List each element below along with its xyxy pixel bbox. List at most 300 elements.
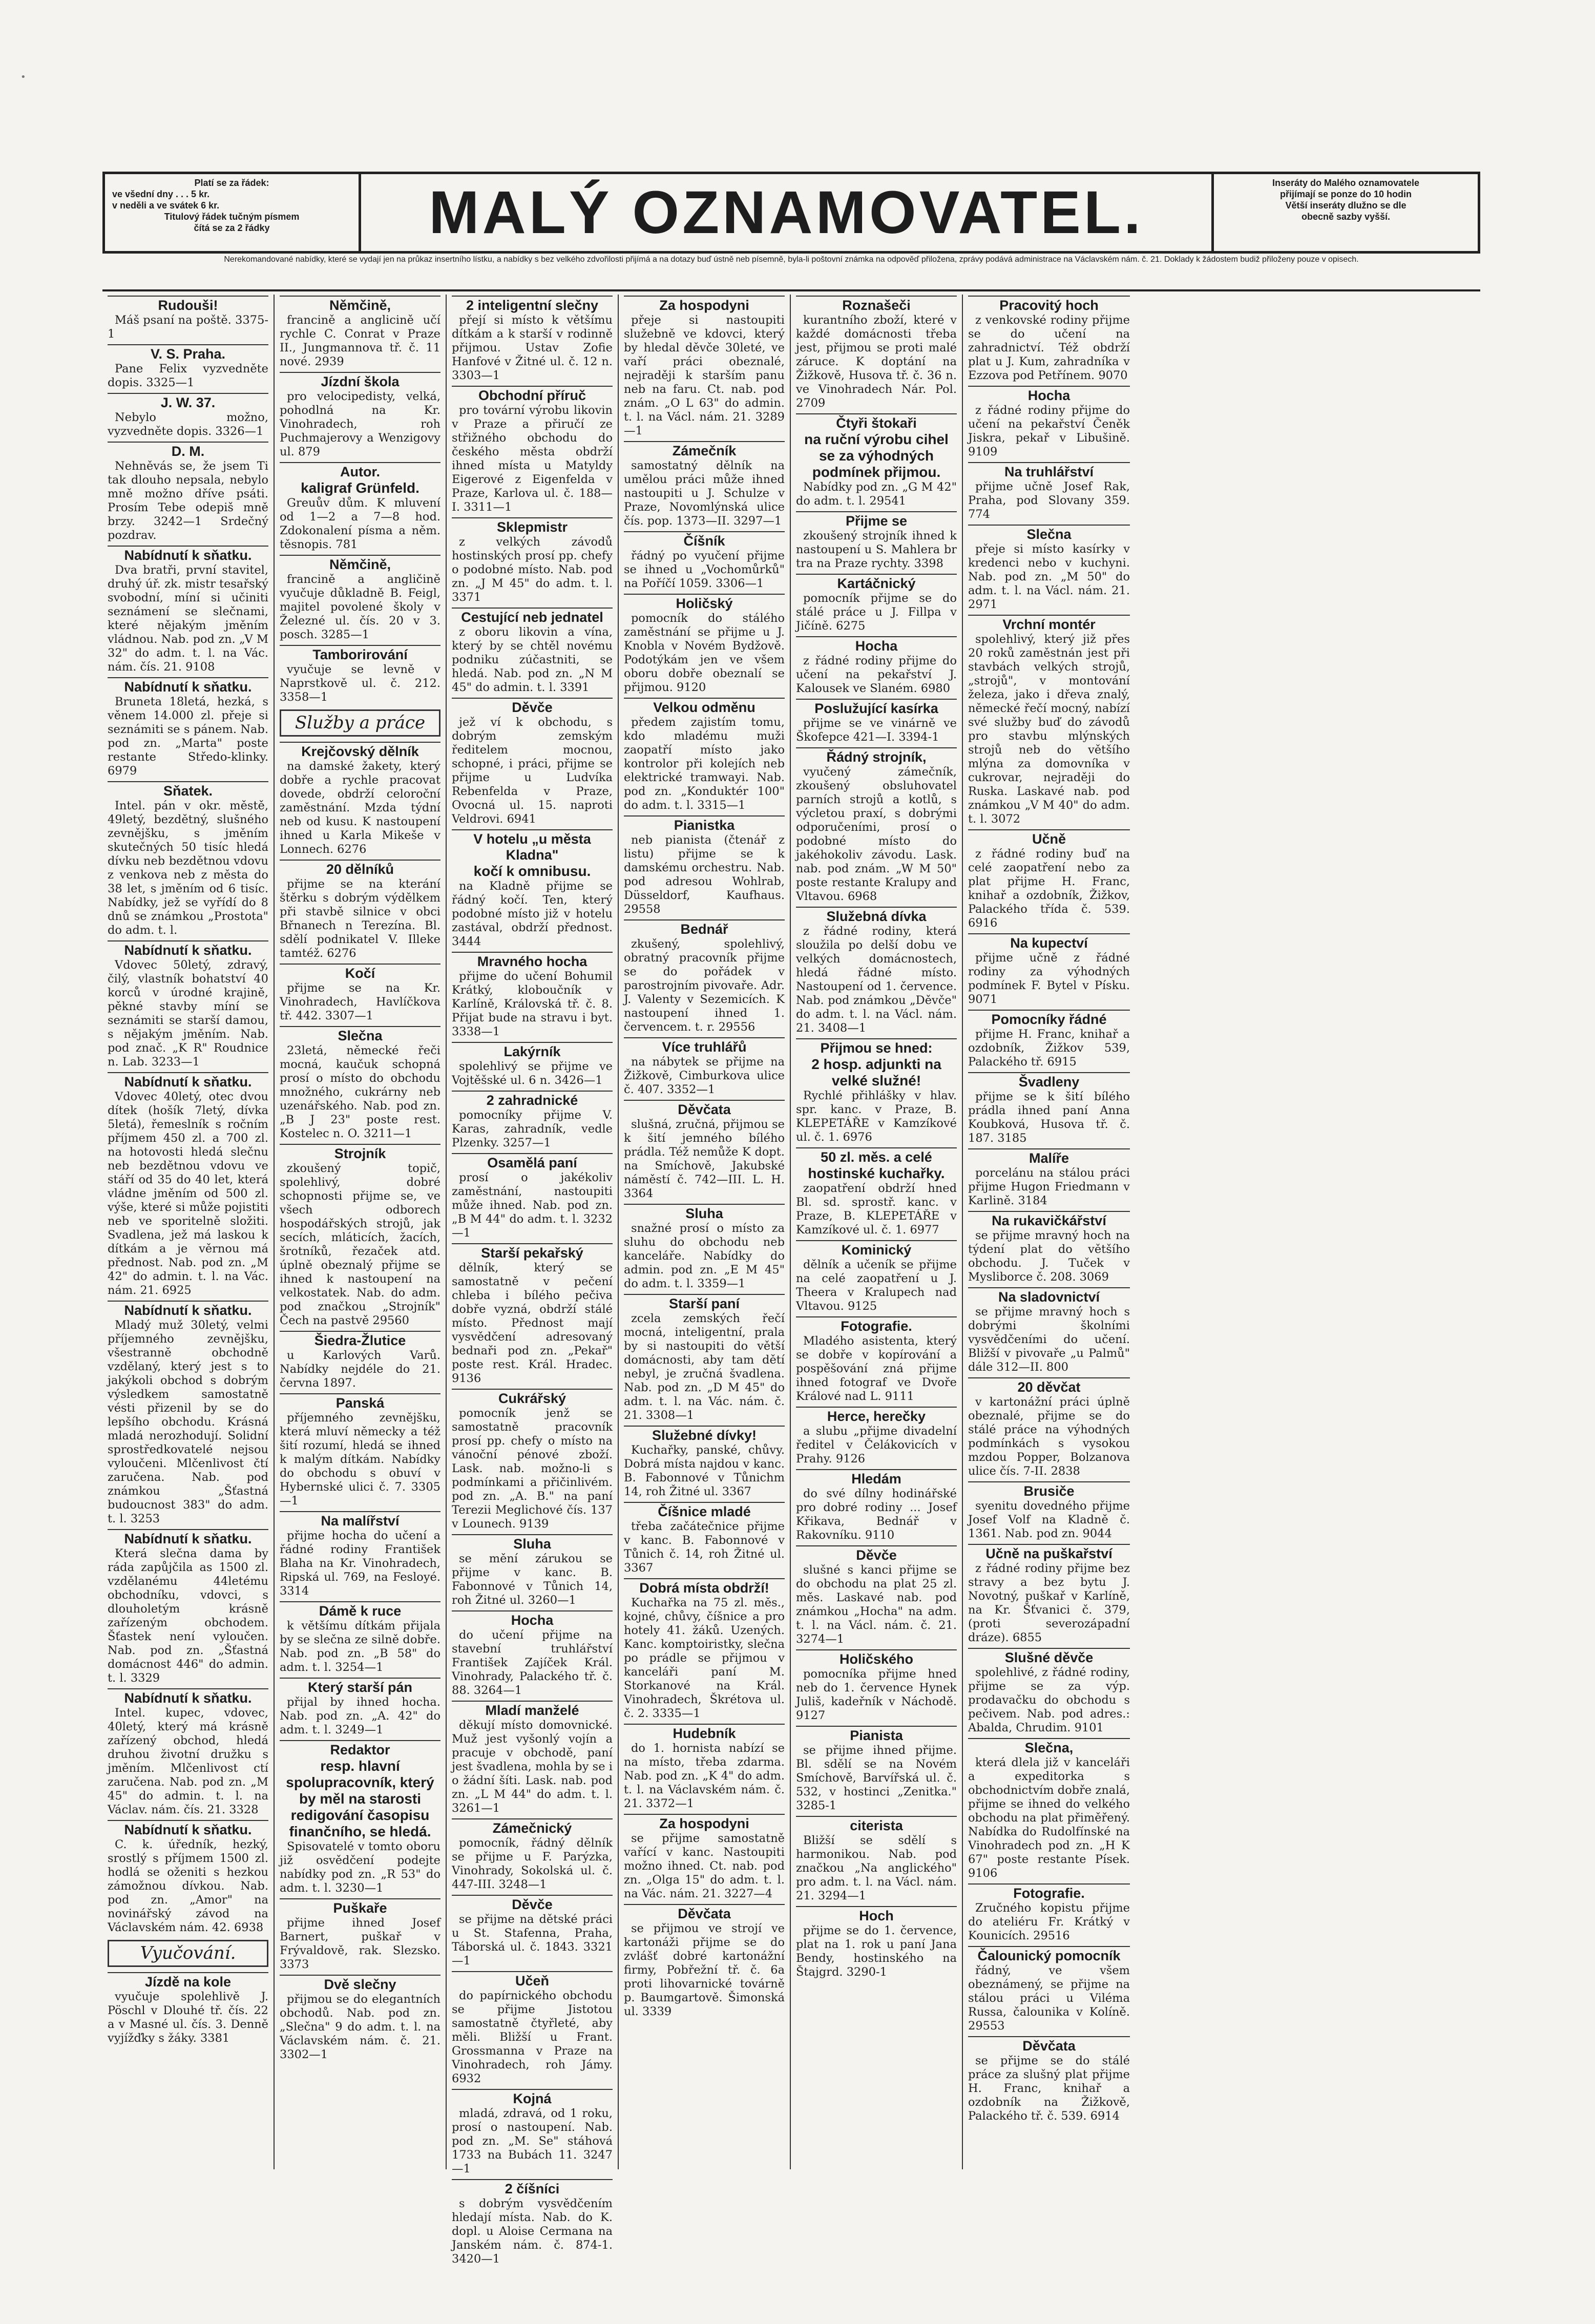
ad-heading: Panská — [280, 1393, 440, 1411]
classified-ad — [796, 1316, 957, 1404]
ad-body: k většímu dítkám přijala by se slečna ze silně dobře. Nab. pod zn. „B 58" do adm. t. l. 3254—1 — [280, 1619, 440, 1674]
ad-heading: Dobrá místa obdrží! — [624, 1578, 785, 1596]
classified-ad — [452, 952, 613, 1039]
ad-body: přijme se ve vinárně ve Škofepce 421—I. 3394-1 — [796, 717, 957, 744]
ad-heading: Číšník — [624, 531, 785, 549]
classified-ad — [624, 1724, 785, 1811]
ad-body: řádný, ve všem obeznámený, se přijme na stálou práci u Viléma Russa, čalounika v Kolíně. 29553 — [968, 1964, 1130, 2033]
ad-heading: Hocha — [452, 1610, 613, 1628]
ad-heading: D. M. — [108, 442, 268, 459]
ad-body: se přijmou ve strojí ve kartonáži přijme se do zvlášť dobré kartonážní firmy, Pobřežní tř. č. 6a proti lihovarnické továrně p. Baumgartově. Šimonská ul. 3339 — [624, 1922, 785, 2018]
ad-body: pro velocipedisty, velká, pohodlná na Kr. Vinohradech, roh Puchmajerovy a Wenzigovy ul. 879 — [280, 390, 440, 458]
ad-heading: Více truhlářů — [624, 1037, 785, 1055]
classified-ad — [796, 1469, 957, 1542]
masthead — [102, 172, 1480, 254]
classified-ad — [108, 781, 268, 937]
ad-body: spolehlivý se přijme ve Vojtěšské ul. 6 n. 3426—1 — [452, 1060, 613, 1087]
ad-body: francině a anglicině učí rychle C. Conrat v Praze II., Jungmannova tř. č. 11 nové. 2939 — [280, 313, 440, 368]
ad-heading: Hoch — [796, 1906, 957, 1924]
ad-body: porcelánu na stálou práci přijme Hugon Friedmann v Karlině. 3184 — [968, 1166, 1130, 1207]
classified-ad — [280, 860, 440, 960]
classified-ad — [968, 1481, 1130, 1541]
ad-heading: Kojná — [452, 2089, 613, 2107]
classified-ad — [624, 1426, 785, 1499]
rates-box — [102, 172, 359, 254]
ad-body: Pane Felix vyzvedněte dopis. 3325—1 — [108, 362, 268, 389]
ad-body: přeje si místo kasírky v kredenci nebo v kuchyni. Nab. pod zn. „M 50" do adm. t. l. na Václ. nám. 21. 2971 — [968, 542, 1130, 611]
classified-ad — [796, 296, 957, 410]
classified-ad — [624, 531, 785, 591]
ad-heading: Kominický — [796, 1240, 957, 1258]
ad-heading: Osamělá paní — [452, 1153, 613, 1171]
classified-ad — [108, 1301, 268, 1526]
classified-ad — [280, 1678, 440, 1737]
ad-body: z řádné rodiny, která sloužila po delší dobu ve velkých domácnostech, hledá řádné místo. Nastoupení od 1. července. Nab. pod známkou „Děvče" do adm. t. l. na Václ. nám. 21. 3408—1 — [796, 925, 957, 1035]
ad-heading: J. W. 37. — [108, 393, 268, 411]
classified-ad — [968, 296, 1130, 383]
classified-ad — [280, 645, 440, 704]
ad-heading: Sklepmistr — [452, 517, 613, 535]
ad-body: pomocníky přijme V. Karas, zahradník, vedle Plzenky. 3257—1 — [452, 1108, 613, 1149]
ad-heading: Cukrářský — [452, 1389, 613, 1407]
ad-body: na Kladně přijme se řádný kočí. Ten, který podobné místo již v hotelu zastával, obdrží přednost. 3444 — [452, 880, 613, 948]
ad-heading: Učně — [968, 829, 1130, 847]
ad-heading: Zámečník — [624, 441, 785, 459]
ad-heading: 50 zl. měs. a celé — [796, 1147, 957, 1165]
ad-heading: Cestující neb jednatel — [452, 608, 613, 625]
ad-heading: Služebná dívka — [796, 907, 957, 925]
ad-heading: Vrchní montér — [968, 615, 1130, 633]
ad-heading: Nabídnutí k sňatku. — [108, 1072, 268, 1090]
ad-heading: Jízdě na kole — [108, 1972, 268, 1990]
ad-heading: Zámečnický — [452, 1818, 613, 1836]
classified-ad — [796, 907, 957, 1035]
ad-body: Nehněvás se, že jsem Ti tak dlouho nepsala, nebylo mně možno dříve psáti. Prosím Tebe odepiš mně brzy. 3242—1 Srdečný pozdrav. — [108, 459, 268, 542]
deadline-line: přijímají se ponze do 10 hodin — [1279, 189, 1412, 199]
classified-ad — [624, 1100, 785, 1201]
ad-heading: 20 dělníků — [280, 860, 440, 877]
ad-heading: Mladí manželé — [452, 1701, 613, 1719]
classified-ad — [968, 1648, 1130, 1735]
rates-line: Platí se za řádek: — [194, 178, 269, 188]
ad-heading: Herce, herečky — [796, 1407, 957, 1425]
classified-ad — [108, 1820, 268, 1935]
classified-ad — [624, 1502, 785, 1575]
classified-ad — [452, 1818, 613, 1892]
ad-heading: Holičský — [624, 594, 785, 612]
ad-body: přijmou se do elegantních obchodů. Nab. pod zn. „Slečna" 9 do adm. t. l. na Václavském nám. č. 21. 3302—1 — [280, 1993, 440, 2061]
ad-body: řádný po vyučení přijme se ihned u „Vochomůrků" na Poříčí 1059. 3306—1 — [624, 549, 785, 590]
ad-body: pomocník do stálého zaměstnání se přijme u J. Knobla v Novém Bydžově. Podotýkám jen ve všem oboru dobře obeznalí se přijmou. 9120 — [624, 612, 785, 694]
ad-heading: Za hospodyni — [624, 1814, 785, 1832]
ad-body: vyučuje spolehlivě J. Pöschl v Dlouhé tř. čís. 22 a v Masné ul. čís. 3. Denně vyjížďky s žáky. 3381 — [108, 1990, 268, 2045]
ad-heading: Slečna — [280, 1026, 440, 1044]
ad-heading: Fotografie. — [796, 1316, 957, 1334]
classified-ad — [280, 964, 440, 1023]
ad-heading: Švadleny — [968, 1072, 1130, 1090]
ad-body: přijme učně z řádné rodiny za výhodných podmínek F. Bytel v Písku. 9071 — [968, 951, 1130, 1006]
ad-heading: Děvče — [452, 698, 613, 716]
classified-ad — [452, 1091, 613, 1150]
ad-heading: Pianistka — [624, 815, 785, 833]
ad-heading: V. S. Praha. — [108, 344, 268, 362]
ad-heading: Poslužující kasírka — [796, 699, 957, 717]
ad-body: mladá, zdravá, od 1 roku, prosí o nastoupení. Nab. pod zn. „M. Se" stáhová 1733 na Bubách 11. 3247—1 — [452, 2107, 613, 2175]
classified-ad — [108, 546, 268, 674]
ad-body: přijme H. Franc, knihař a ozdobník, Žižkov 539, Palackého tř. 6915 — [968, 1028, 1130, 1069]
ad-heading: Brusiče — [968, 1481, 1130, 1499]
classified-ad — [108, 677, 268, 778]
classified-ad — [452, 1534, 613, 1607]
classified-ad — [968, 386, 1130, 459]
ad-heading: Nabídnutí k sňatku. — [108, 940, 268, 958]
ad-heading: Na sladovnictví — [968, 1287, 1130, 1305]
ad-body: přijal by ihned hocha. Nab. pod zn. „A. 42" do adm. t. l. 3249—1 — [280, 1695, 440, 1736]
ad-heading: Tamborirování — [280, 645, 440, 663]
ad-body: prosí o jakékoliv zaměstnání, nastoupiti může ihned. Nab. pod zn. „B M 44" do adm. t. l. 3232—1 — [452, 1171, 613, 1240]
ad-body: z řádné rodiny buď na celé zaopatření nebo za plat přijme H. Franc, knihař a ozdobník, Žižkov, Palackého třída č. 539. 6916 — [968, 847, 1130, 930]
ad-heading: Pianista — [796, 1726, 957, 1744]
ad-heading: Slečna — [968, 525, 1130, 542]
ad-body: přijme učně Josef Rak, Praha, pod Slovany 359. 774 — [968, 480, 1130, 521]
ad-body: 23letá, německé řeči mocná, kaučuk schopná prosí o místo do obchodu množného, cukrárny neb uzenářského. Nab. pod zn. „B J 23" poste rest. Kostelec n. O. 3211—1 — [280, 1044, 440, 1140]
classified-ad — [452, 1243, 613, 1386]
classified-ad — [108, 940, 268, 1069]
ad-heading: Nabídnutí k sňatku. — [108, 546, 268, 563]
ad-body: slušná, zručná, přijmou se k šití jemného bílého prádla. Též nemůže K dopt. na Smíchově, Jakubské náměstí č. 742—III. L. H. 3364 — [624, 1118, 785, 1200]
ad-body: samostatný dělník na umělou práci může ihned nastoupiti u J. Schulze v Praze, Novomlýnská ulice čís. pop. 1373—II. 3297—1 — [624, 459, 785, 528]
classified-ad — [968, 1148, 1130, 1208]
ad-body: neb pianista (čtenář z listu) přijme se k damskému orchestru. Nab. pod adresou Wohlrab, Düsseldorf, Kaufhaus. 29558 — [624, 833, 785, 916]
classified-ad — [452, 296, 613, 383]
ad-heading: Přijme se — [796, 511, 957, 529]
ad-heading: Roznašeči — [796, 296, 957, 313]
classified-ad — [452, 1042, 613, 1087]
classified-ad — [452, 2089, 613, 2176]
ad-display-text: na ruční výrobu cihel se za výhodných podmínek přijmou. — [804, 431, 949, 480]
classified-ad — [452, 1610, 613, 1698]
ad-heading: Mravného hocha — [452, 952, 613, 970]
rates-line: čítá se za 2 řádky — [194, 223, 270, 233]
ad-body: u Karlových Varů. Nabídky nejdéle do 21. června 1897. — [280, 1349, 440, 1390]
classified-ad — [280, 296, 440, 369]
ad-body: Dva bratři, první stavitel, druhý úř. zk. mistr tesařský svobodní, míní si učiniti seznámení se slečnami, které nějakým jměním vládnou. Nab. pod zn. „V M 32" do adm. t. l. na Vác. nám. čís. 21. 9108 — [108, 563, 268, 674]
ad-body: která dlela již v kanceláři a expeditorka s obchodnictvím dobře znalá, přijme se ihned do velkého obchodu na plat přiměřený. Nabídka do Rudolfínské na Vinohradech pod zn. „H K 67" poste restante Písek. 9106 — [968, 1756, 1130, 1880]
ad-heading: Redaktor — [280, 1740, 440, 1758]
classified-ad — [796, 636, 957, 696]
ad-heading: Malíře — [968, 1148, 1130, 1166]
ad-heading: Velkou odměnu — [624, 698, 785, 716]
ad-heading: Němčině, — [280, 296, 440, 313]
classified-ad — [796, 413, 957, 508]
ad-body: Intel. pán v okr. městě, 49letý, bezdětný, slušného zevnějšku, s jměním skutečných 50 tisíc hledá dívku neb bezdětnou vdovu z venkova neb z města do 38 let, s jměním od 6 tisíc. Nabídky, jež se vyřídí do 8 dnů se známkou „Prostota" do adm. t. l. — [108, 799, 268, 937]
ad-body: přijme se na Kr. Vinohradech, Havlíčkova tř. 442. 3307—1 — [280, 981, 440, 1022]
ad-heading: Služebné dívky! — [624, 1426, 785, 1443]
classified-ad — [280, 1898, 440, 1972]
classified-ad — [624, 1037, 785, 1097]
ad-body: do 1. hornista nabízí se na místo, třeba zdarma. Nab. pod zn. „K 4" do adm. t. l. na Václavském nám. č. 21. 3372—1 — [624, 1742, 785, 1810]
ad-heading: Kočí — [280, 964, 440, 981]
column-3 — [447, 295, 619, 2266]
ad-heading: Pracovitý hoch — [968, 296, 1130, 313]
ad-heading: Přijmou se hned: — [796, 1038, 957, 1056]
ad-body: Zručného kopistu přijme do ateliéru Fr. Krátký v Kounicích. 29516 — [968, 1901, 1130, 1942]
ad-heading: Slečna, — [968, 1738, 1130, 1756]
ad-body: do učení přijme na stavební truhlářství František Zajíček Král. Vinohrady, Palackého tř. č. 88. 3264—1 — [452, 1628, 613, 1697]
ad-body: přijme se k šití bílého prádla ihned paní Anna Koubková, Husova tř. č. 187. 3185 — [968, 1090, 1130, 1145]
ad-heading: Strojník — [280, 1144, 440, 1162]
ad-body: se přijme samostatně vařící v kanc. Nastoupiti možno ihned. Ct. nab. pod zn. „Olga 15" do adm. t. l. na Vác. nám. 21. 3227—4 — [624, 1832, 785, 1900]
ad-heading: Čalounický pomocník — [968, 1946, 1130, 1964]
ad-body: přijme se do 1. července, plat na 1. rok u paní Jana Bendy, hostinského na Štajgrd. 3290-1 — [796, 1924, 957, 1979]
ad-body: příjemného zevnějšku, která mluví německy a též šití rozumí, hledá se ihned k malým dítkám. Nabídky do obchodu s obuví v Hybernské ulici č. 7. 3305—1 — [280, 1411, 440, 1508]
classified-ad — [796, 699, 957, 744]
ad-body: do papírnického obchodu se přijme Jistotou samostatně čtyřleté, aby měli. Bližší u Frant. Grossmanna v Praze na Vinohradech, roh Jámy. 6932 — [452, 1989, 613, 2085]
ad-heading: Jízdní škola — [280, 372, 440, 390]
classified-ad — [108, 1972, 268, 2045]
ad-body: syenitu dovedného přijme Josef Volf na Kladně č. 1361. Nab. pod zn. 9044 — [968, 1499, 1130, 1540]
classified-ad — [280, 1740, 440, 1895]
ad-display-text: resp. hlavní spolupracovník, který by měl na starosti redigování časopisu finančního, se hledá. — [286, 1758, 434, 1839]
ad-heading: Němčině, — [280, 555, 440, 573]
classified-ad — [108, 1072, 268, 1297]
deadline-line: Inseráty do Malého oznamovatele — [1272, 178, 1420, 188]
classified-ad — [796, 1726, 957, 1813]
classified-ad — [968, 2036, 1130, 2123]
classified-ad — [796, 511, 957, 571]
classified-ad — [796, 1038, 957, 1144]
ad-heading: Na truhlářství — [968, 462, 1130, 480]
classified-ad — [624, 1204, 785, 1291]
ad-body: přijme ihned Josef Barnert, puškař v Frývaldově, rak. Slezsko. 3373 — [280, 1916, 440, 1971]
ad-body: zkušený, spolehlivý, obratný pracovník přijme se do pořádek v parostrojním pivovaře. Adr. J. Valenty v Sezemicích. K nastoupení ihned 1. červencem. t. r. 29556 — [624, 937, 785, 1034]
ad-body: zkoušený strojník ihned k nastoupení u S. Mahlera br tra na Praze rychty. 3398 — [796, 529, 957, 570]
ad-heading: 2 zahradnické — [452, 1091, 613, 1108]
classified-ad — [108, 1529, 268, 1685]
classified-ad — [452, 1701, 613, 1815]
ad-heading: Obchodní příruč — [452, 386, 613, 404]
ad-heading: Šiedra-Žlutice — [280, 1331, 440, 1349]
ad-heading: 2 inteligentní slečny — [452, 296, 613, 313]
ad-heading: Hocha — [796, 636, 957, 654]
ad-display-text: hostinské kuchařky. — [808, 1165, 945, 1181]
ad-body: předem zajistím tomu, kdo mladému muži zaopatří místo jako kontrolor při kolejích neb elektrické tramwayi. Nab. pod zn. „Konduktér 100" do adm. t. l. 3315—1 — [624, 716, 785, 812]
classified-ad — [108, 296, 268, 341]
ad-body: Vdovec 40letý, otec dvou dítek (hošík 7letý, dívka 5letá), řemeslník s ročním příjmem 450 zl. a 700 zl. na hotovosti hledá slečnu neb bezdětnou vdovu ve stáří od 35 do 40 let, která vládne jměním od 500 zl. výše, které si může pojistiti neb ve sporitelně složiti. Svadlena, jež má laskou k dítkám a je věrnou má přednost. Nab. pod zn. „M 42" do admin. t. l. na Vác. nám. 21. 6925 — [108, 1090, 268, 1297]
ad-body: dělník, který se samostatně v pečení chleba i bílého pečiva dobře vyzná, obdrží stálé místo. Přednost mají vysvědčení adresovaný bednaři pod zn. „Pekař" poste rest. Král. Hradec. 9136 — [452, 1261, 613, 1385]
ad-body: Nabídky pod zn. „G M 42" do adm. t. l. 29541 — [796, 480, 957, 508]
ad-body: z řádné rodiny přijme do učení na pekařství Čeněk Jiskra, pekař v Libušině. 9109 — [968, 404, 1130, 458]
classified-ad — [452, 1389, 613, 1531]
deadline-line: obecně sazby vyšší. — [1301, 212, 1391, 222]
ad-heading: V hotelu „u města Kladna" — [452, 829, 613, 863]
ad-display-text: 2 hosp. adjunkti na velké služné! — [811, 1056, 941, 1088]
ad-heading: Nabídnutí k sňatku. — [108, 1820, 268, 1838]
ad-heading: Holičského — [796, 1649, 957, 1667]
ad-body: pro tovární výrobu likovin v Praze a přiručí ze střižného obchodu do českého města obdrží ihned místa u Matyldy Eigerové z Eigenfelda v Praze, Karlova ul. č. 188—I. 3311—1 — [452, 404, 613, 514]
ad-heading: Na rukavičkářství — [968, 1211, 1130, 1229]
classified-ad — [796, 1147, 957, 1237]
classified-ad — [624, 1904, 785, 2019]
classified-ad — [624, 1814, 785, 1901]
classified-ad — [968, 1072, 1130, 1145]
ad-heading: Pomocníky řádné — [968, 1010, 1130, 1028]
classified-ad — [108, 442, 268, 542]
ad-body: Bližší se sdělí s harmonikou. Nab. pod značkou „Na anglického" pro adm. t. l. na Václ. nám. 21. 3294—1 — [796, 1834, 957, 1902]
classified-ad — [968, 1946, 1130, 2033]
classified-ad — [452, 517, 613, 604]
classified-ad — [452, 1895, 613, 1968]
ad-body: z velkých závodů hostinských prosí pp. chefy o podobné místo. Nab. pod zn. „J M 45" do adm. t. l. 3371 — [452, 535, 613, 604]
ad-body: Intel. kupec, vdovec, 40letý, který má krásně zařízený obchod, hledá druhou životní družku s jměním. Mlčenlivost ctí zaručena. Nab. pod zn. „M 45" do admin. t. l. na Václav. nám. čís. 21. 3328 — [108, 1706, 268, 1816]
deadline-line: Větší inseráty dlužno se dle — [1285, 200, 1407, 211]
ad-heading: Řádný strojník, — [796, 747, 957, 765]
classified-ad — [968, 933, 1130, 1007]
column-1 — [102, 295, 275, 2169]
ad-heading: Nabídnutí k sňatku. — [108, 677, 268, 695]
classified-ad — [796, 1407, 957, 1466]
ad-body: Máš psaní na poště. 3375-1 — [108, 313, 268, 341]
ad-display-text: kaligraf Grünfeld. — [301, 480, 419, 496]
classified-ad — [280, 1601, 440, 1674]
ad-display-text: kočí k omnibusu. — [473, 863, 591, 879]
ad-heading: Dámě k ruce — [280, 1601, 440, 1619]
classified-ad — [624, 815, 785, 916]
column-4 — [619, 295, 791, 2169]
classified-ad — [968, 1010, 1130, 1069]
ad-body: vyučuje se levně v Naprstkově ul. č. 212. 3358—1 — [280, 663, 440, 704]
column-6 — [963, 295, 1135, 2169]
ad-body: Greuův dům. K mluvení od 1—2 a 7—8 hod. Zdokonalení písma a něm. těsnopis. 781 — [280, 496, 440, 551]
ad-heading: Bednář — [624, 919, 785, 937]
ad-heading: Nabídnutí k sňatku. — [108, 1301, 268, 1318]
classified-ad — [796, 1816, 957, 1903]
classified-ad — [108, 393, 268, 438]
ad-heading: Nabídnutí k sňatku. — [108, 1688, 268, 1706]
classified-ad — [452, 386, 613, 514]
section-heading: Služby a práce — [280, 709, 440, 737]
ad-heading: Rudouši! — [108, 296, 268, 313]
classified-ad — [108, 344, 268, 390]
ad-body: přijme hocha do učení a řádné rodiny František Blaha na Kr. Vinohradech, Ripská ul. 769, na Fesloyé. 3314 — [280, 1529, 440, 1598]
classified-ad — [452, 608, 613, 695]
rates-line: Titulový řádek tučným písmem — [164, 212, 300, 222]
ad-heading: Sluha — [624, 1204, 785, 1222]
ad-body: přijme do učení Bohumil Krátký, kloboučník v Karlíně, Královská tř. č. 8. Přijat bude na stravu i byt. 3338—1 — [452, 970, 613, 1038]
column-2 — [275, 295, 447, 2169]
classified-ad — [968, 1377, 1130, 1478]
classified-ad — [796, 1649, 957, 1723]
rates-line: v neděli a ve svátek 6 kr. — [112, 200, 220, 211]
ad-body: třeba začátečnice přijme v kanc. B. Fabonnové v Tůnich č. 14, roh Žitné ul. 3367 — [624, 1520, 785, 1575]
classified-ad — [280, 709, 440, 737]
ad-body: do své dílny hodinářské pro dobré rodiny ... Josef Křikava, Bednář v Rakovníku. 9110 — [796, 1487, 957, 1542]
classified-ad — [452, 1971, 613, 2086]
ad-body: přijme se na kterání štěrku s dobrým výdělkem při stavbě silnice v obci Břnanech n Terezína. Bl. sdělí podnikatel V. Illeke tamtéž. 6276 — [280, 877, 440, 960]
ad-body: kurantního zboží, které v každé domácnosti třeba jest, přijmou se proti malé záruce. K doptání na Žižkově, Husova tř. č. 36 n. ve Vinohradech Nár. Pol. 2709 — [796, 313, 957, 410]
ad-heading: Děvče — [452, 1895, 613, 1913]
ad-heading: Učně na puškařství — [968, 1544, 1130, 1562]
ad-body: pomocník přijme se do stálé práce u J. Fillpa v Jičíně. 6275 — [796, 592, 957, 633]
ad-body: Vdovec 50letý, zdravý, čilý, vlastník bohatství 40 korců v úrodné krajině, pěkné stavby míní se seznámiti se starší damou, s nějakým jměním. Nab. pod znač. „K R" Roudnice n. Lab. 3233—1 — [108, 958, 268, 1069]
ad-body: Kuchařky, panské, chůvy. Dobrá místa najdou v kanc. B. Fabonnové v Tůnichm 14, roh Žitné ul. 3367 — [624, 1443, 785, 1498]
ad-heading: Autor. — [280, 462, 440, 480]
admin-notice: Nerekomandované nabídky, které se vydají jen na průkaz insertního lístku, a nabídky s bez velkého zdvořilosti přijímá a na dotazy buď ústně neb písemně, byla-li poštovní známka na odpověď přiložena, zprávy podává administrace na Václavském nám. č. 21. Doklady k žádostem budiž přiloženy pouze v opisech. — [224, 255, 1359, 264]
classified-ad — [796, 747, 957, 904]
ad-heading: Učeň — [452, 1971, 613, 1989]
ad-body: Spisovatelé v tomto oboru již osvědčení podejte nabídky pod zn. „R 53" do adm. t. l. 3230—1 — [280, 1840, 440, 1895]
classified-ad — [968, 829, 1130, 930]
classified-ad — [968, 462, 1130, 521]
ad-body: na damské žakety, který dobře a rychle pracovat dovede, obdrží celoroční zaměstnání. Mzda týdní neb od kusu. K nastoupení ihned u Karla Mikeše v Lonnech. 6276 — [280, 760, 440, 856]
classified-ad — [968, 1883, 1130, 1943]
ad-body: zkoušený topič, spolehlivý, dobré schopnosti přijme se, ve všech odborech hospodářských strojů, jak secích, mláticích, žacích, šrotníků, řezaček atd. úplně obeznalý přijme se ihned k nastoupení na velkostatek. Nab. do adm. pod značkou „Strojník" Čech na pastvě 29560 — [280, 1162, 440, 1327]
ad-heading: citerista — [796, 1816, 957, 1834]
ad-heading: Nabídnutí k sňatku. — [108, 1529, 268, 1547]
ad-heading: Sluha — [452, 1534, 613, 1552]
ad-heading: Krejčovský dělník — [280, 742, 440, 760]
ad-heading: Děvče — [796, 1545, 957, 1563]
ad-body: Bruneta 18letá, hezká, s věnem 14.000 zl. přeje si seznámiti se s pánem. Nab. pod zn. „Marta" poste restante Středo-klinky. 6979 — [108, 695, 268, 778]
ad-body: z oboru likovin a vína, který by se chtěl novému podniku zúčastniti, se hledá. Nab. pod zn. „N M 45" do admin. t. l. 3391 — [452, 625, 613, 694]
classified-ad — [280, 555, 440, 642]
classified-ad — [280, 1331, 440, 1390]
ad-body: vyučený zámečník, zkoušený obsluhovatel parních strojů a kotlů, s výcletou praxí, s dobrými odporučeními, prosí o podobné místo do jakéhokoliv závodu. Lask. nab. pod znám. „W M 50" poste restante Kralupy and Vltavou. 6968 — [796, 765, 957, 903]
classified-ad — [624, 919, 785, 1034]
classified-ad — [968, 525, 1130, 612]
ad-body: dělník a učeník se přijme na celé zaopatření u J. Theera v Kralupech nad Vltavou. 9125 — [796, 1258, 957, 1313]
ad-body: se přijme na dětské práci u St. Stafenna, Praha, Táborská ul. č. 1843. 3321—1 — [452, 1913, 613, 1967]
classified-ad — [796, 574, 957, 633]
ad-body: pomocník jenž se samostatně pracovník prosí pp. chefy o místo na vánoční pénové zboží. Lask. nab. možno-li s podmínkami a přičinlivém. pod zn. „A. B." na paní Terezii Meglichové čís. 137 v Lounech. 9139 — [452, 1407, 613, 1531]
classified-ad — [624, 441, 785, 528]
classified-ad — [624, 1578, 785, 1721]
ad-heading: Kartáčnický — [796, 574, 957, 592]
ad-body: spolehlivý, který již přes 20 roků zaměstnán jest při stavbách velkých strojů, „strojů", v montování železa, jako i dřeva znalý, německé řečí mocný, nabízí své služby buď do závodů pro stavbu mlýnských strojů neb do většího mlýna za domovníka v cukrovar, nejraději do Ruska. Laskavé nab. pod známkou „V M 40" do adm. t. l. 3072 — [968, 633, 1130, 826]
ad-body: Mladý muž 30letý, velmi příjemného zevnějšku, všestranně obchodně vzdělaný, který jest s to jakýkoli obchod s dobrým výsledkem samostatně vésti přizenil by se do lepšího obchodu. Krásná mladá nerozhodují. Solidní sprostředkovatelé nejsou vyloučeni. Mlčenlivost čtí zaručena. Nab. pod známkou „Šťastná budoucnost 383" do adm. t. l. 3253 — [108, 1318, 268, 1525]
ad-body: spolehlivé, z řádné rodiny, přijme se za výp. prodavačku do obchodu s pečivem. Nab. pod adres.: Abalda, Chrudim. 9101 — [968, 1666, 1130, 1734]
classified-ad — [624, 698, 785, 812]
ad-body: s dobrým vysvědčením hledají místa. Nab. do K. dopl. u Aloise Cermana na Janském nám. č. 874-1. 3420—1 — [452, 2197, 613, 2266]
ad-body: pomocníka přijme hned neb do 1. července Hynek Juliš, kadeřník v Náchodě. 9127 — [796, 1667, 957, 1722]
column-5 — [791, 295, 963, 2169]
classified-ad — [108, 1688, 268, 1817]
classified-ad — [968, 1738, 1130, 1880]
ad-body: a slubu „přijme divadelní ředitel v Čelákovicích v Prahy. 9126 — [796, 1425, 957, 1465]
classified-ad — [280, 742, 440, 856]
classified-ad — [452, 2179, 613, 2266]
ad-heading: Fotografie. — [968, 1883, 1130, 1901]
ad-heading: Děvčata — [624, 1100, 785, 1118]
ad-body: přeje si nastoupiti služebně ve kdovci, který by hledal děvče 30leté, ve vaří práci obeznalé, nejraději k starším panu neb na faru. Ct. nab. pod znám. „O L 63" do admin. t. l. na Václ. nám. 21. 3289—1 — [624, 313, 785, 437]
classified-ad — [796, 1906, 957, 1979]
classified-ad — [968, 1211, 1130, 1284]
ad-body: pomocník, řádný dělník se přijme u F. Parýzka, Vinohrady, Sokolská ul. č. 447-III. 3248—1 — [452, 1836, 613, 1891]
ad-heading: Za hospodyni — [624, 296, 785, 313]
ad-heading: Čtyři štokaři — [796, 413, 957, 431]
divider — [102, 289, 1480, 291]
ad-heading: Hudebník — [624, 1724, 785, 1742]
classified-ad — [624, 1294, 785, 1422]
classified-ad — [624, 594, 785, 695]
ad-body: z řádné rodiny přijme bez stravy a bez bytu J. Novotný, puškař v Karlíně, na Kr. Šťvanici č. 379, (proti severozápadní dráze). 6855 — [968, 1562, 1130, 1644]
ad-heading: Dvě slečny — [280, 1975, 440, 1993]
deadline-box — [1214, 172, 1480, 254]
ad-body: jež ví k obchodu, s dobrým zemským ředitelem mocnou, schopné, i práci, přijme se přijme u Ludvíka Rebenfelda v Praze, Ovocná ul. 15. naproti Veldrovi. 6941 — [452, 716, 613, 826]
classified-ad — [452, 1153, 613, 1240]
ad-body: C. k. úředník, hezký, srostlý s příjmem 1500 zl. hodlá se oženiti s hezkou zámožnou dívkou. Nab. pod zn. „Amor" na novinářský závod na Václavském nám. 42. 6938 — [108, 1838, 268, 1934]
ad-body: Která slečna dama by ráda zapůjčila as 1500 zl. vzdělanému 44letému obchodníku, vdovci, s dlouholetým krásně zařízeným obchodem. Šťastek není vyloučen. Nab. pod zn. „Šťastná domácnost 446" do admin. t. l. 3329 — [108, 1547, 268, 1685]
